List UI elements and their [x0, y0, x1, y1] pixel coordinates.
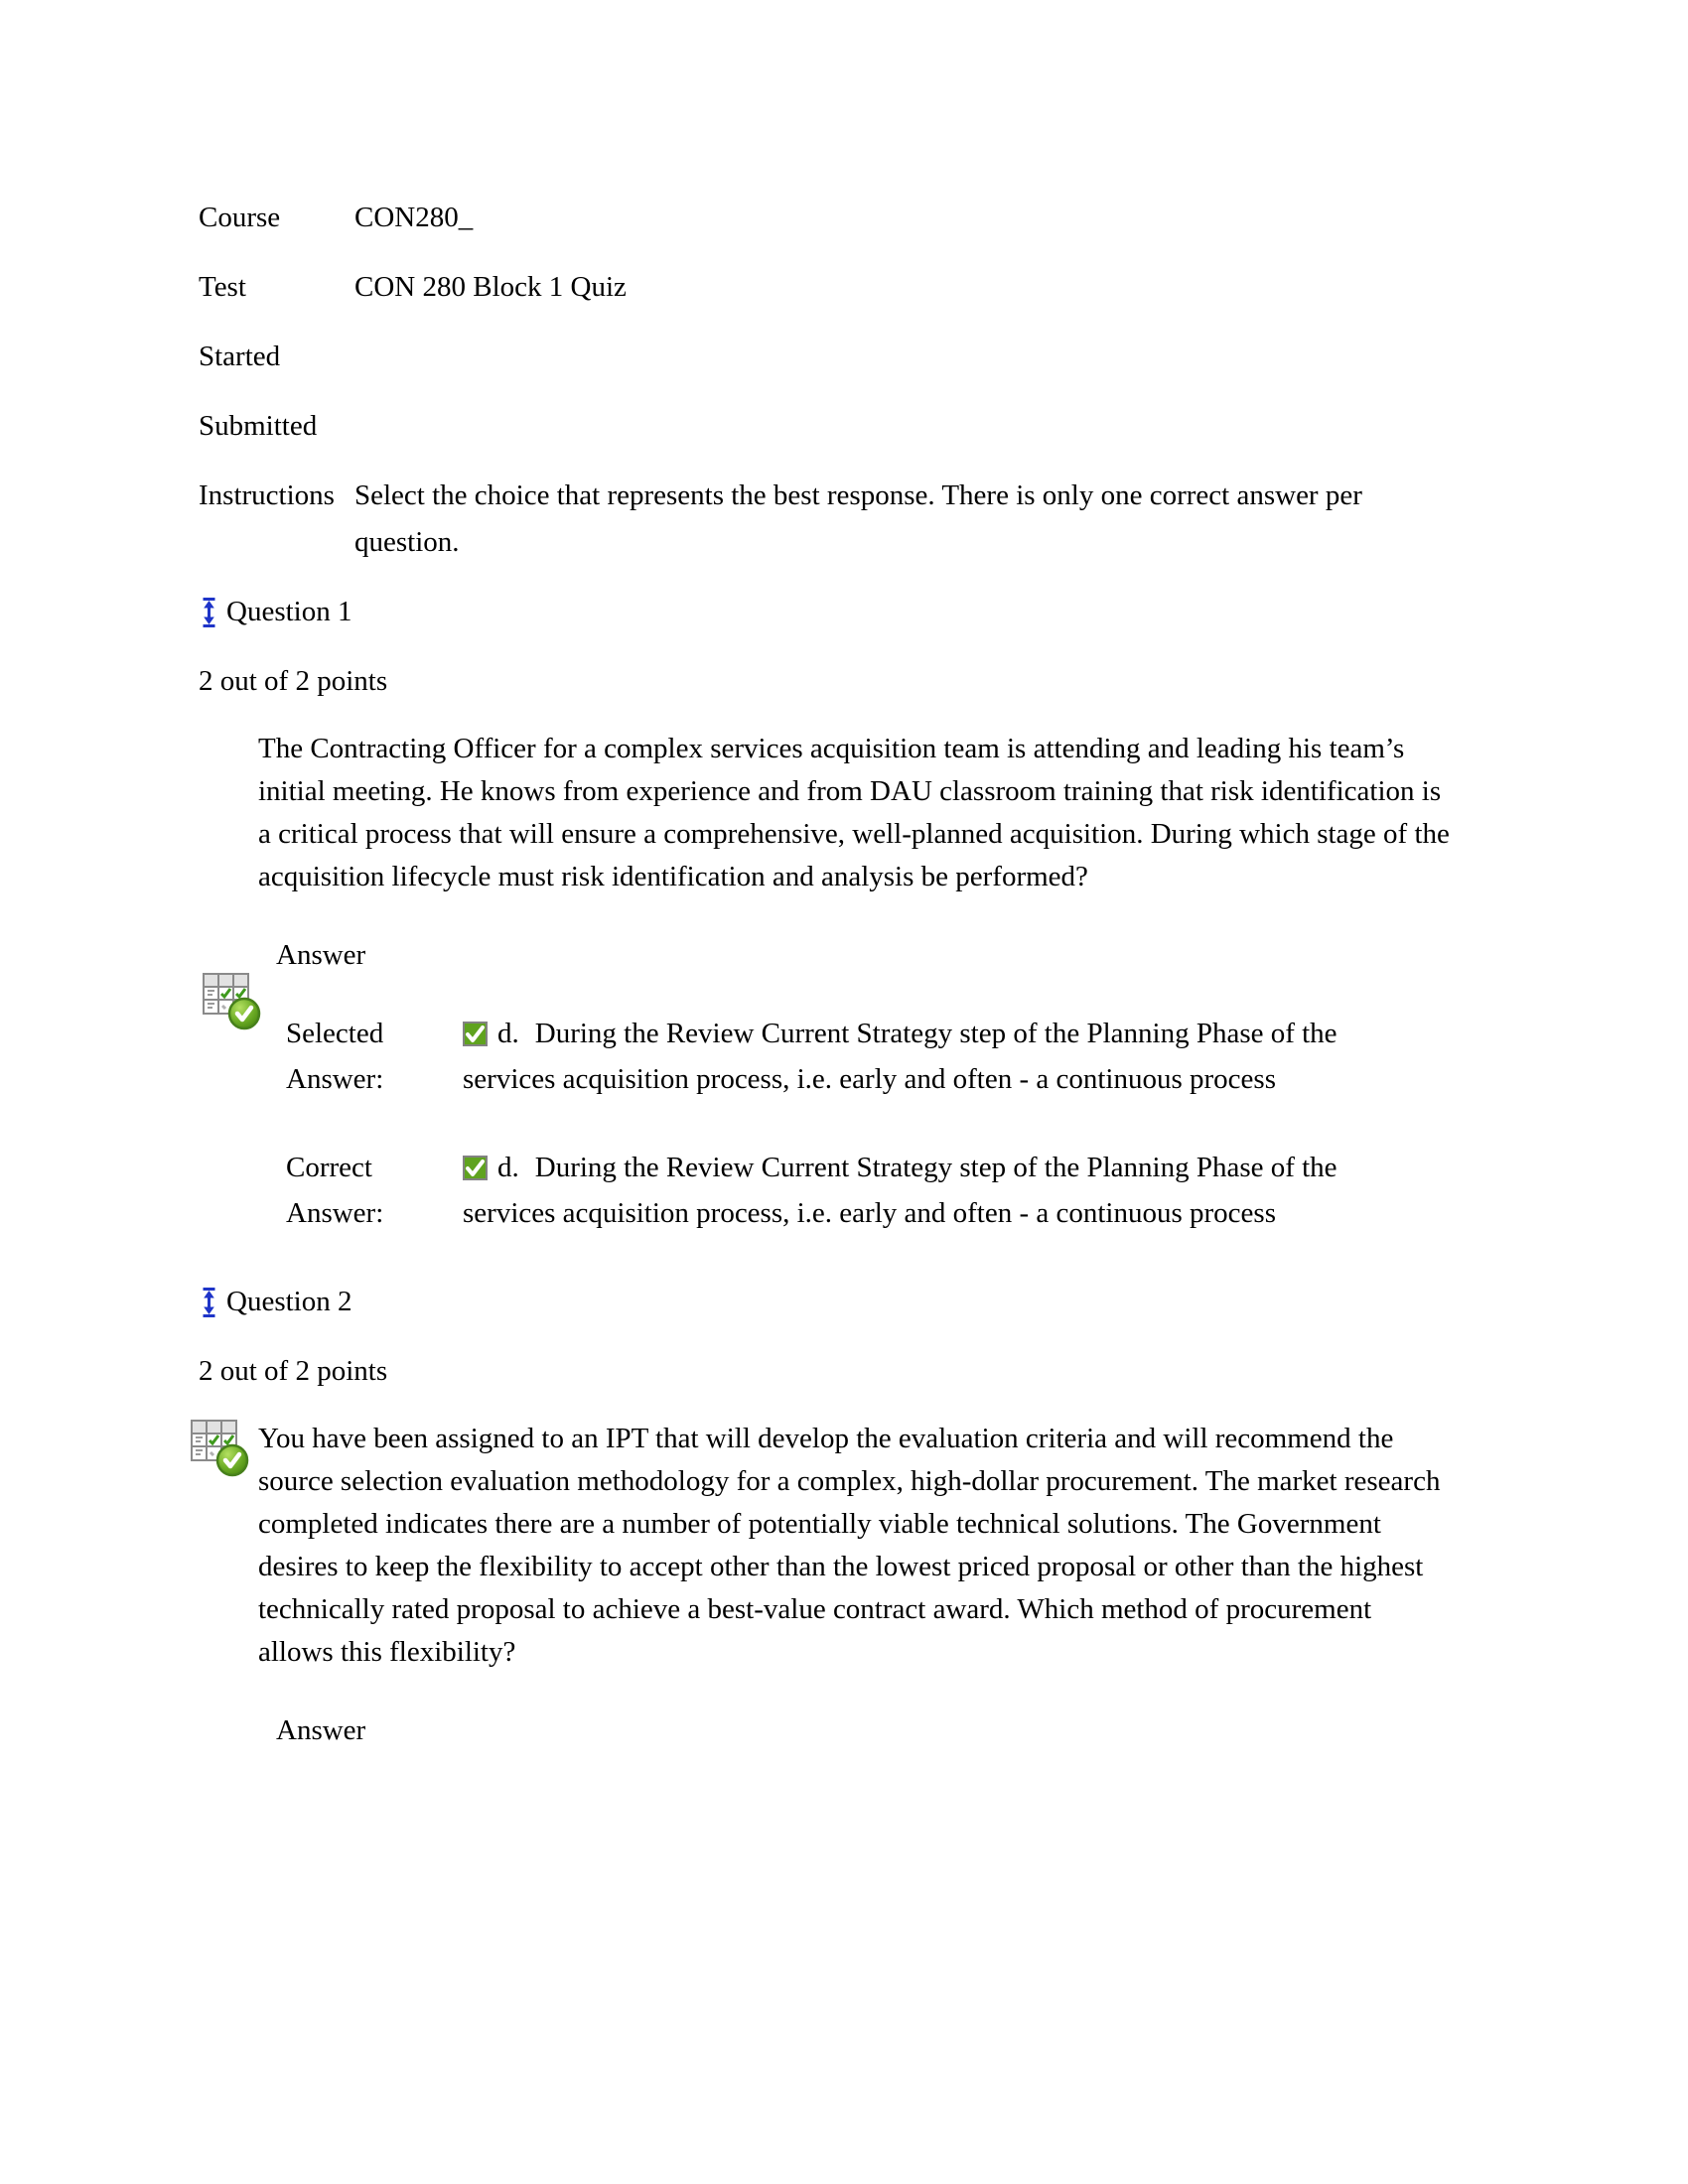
course-label: Course	[199, 202, 281, 233]
selected-answer-row	[286, 1011, 1450, 1102]
answer-letter: d.	[497, 1018, 519, 1049]
question-1-heading	[203, 589, 1450, 635]
meta-row-submitted	[199, 403, 1450, 450]
question-title: Question 2	[226, 1286, 352, 1317]
green-checkbox-icon	[463, 1156, 488, 1180]
question-1-points: 2 out of 2 points	[199, 665, 388, 697]
selected-answer-text	[463, 1011, 1396, 1102]
course-value: CON280_	[354, 202, 474, 233]
question-2-heading	[203, 1279, 1450, 1325]
instructions-value: Select the choice that represents the best response. There is only one correct answer per question.	[354, 479, 1362, 558]
selected-answer-label: Selected Answer:	[286, 1018, 384, 1095]
answer-letter: d.	[497, 1152, 519, 1183]
quiz-grid-checkmark-icon	[191, 1420, 250, 1490]
blank-page-bottom	[199, 1786, 1450, 2024]
submitted-label: Submitted	[199, 410, 318, 442]
question-1-block	[199, 589, 1450, 1236]
test-value: CON 280 Block 1 Quiz	[354, 271, 627, 303]
question-2-points: 2 out of 2 points	[199, 1355, 388, 1387]
meta-row-instructions	[199, 473, 1450, 566]
correct-answer-row	[286, 1145, 1450, 1236]
meta-row-test	[199, 264, 1450, 311]
question-2-answer-heading: Answer	[276, 1714, 366, 1746]
question-1-answer-heading: Answer	[276, 939, 366, 971]
green-checkbox-icon	[463, 1022, 488, 1046]
started-value	[354, 334, 1427, 380]
question-body: You have been assigned to an IPT that will develop the evaluation criteria and will recommend the source selection evaluation methodology for a complex, high-dollar procurement. The market research completed indicates there are a number of potentially viable technical solutions. The Government desires to keep the flexibility to accept other than the lowest priced proposal or other than the highest technically rated proposal to achieve a best-value contract award. Which method of procurement allows this flexibility?	[258, 1423, 1441, 1668]
meta-row-course	[199, 195, 1450, 241]
question-1-text: The Contracting Officer for a complex services acquisition team is attending and leading his team’s initial meeting. He knows from experience and from DAU classroom training that risk identification is a critical process that will ensure a comprehensive, well-planned acquisition. During which stage of the acquisition lifecycle must risk identification and analysis be performed?	[258, 733, 1450, 892]
submitted-value	[354, 403, 1427, 450]
instructions-label: Instructions	[199, 479, 335, 511]
updown-arrow-icon	[203, 598, 215, 627]
question-1-answers	[286, 1011, 1450, 1236]
correct-answer-label: Correct Answer:	[286, 1152, 384, 1229]
answer-body: During the Review Current Strategy step of the Planning Phase of the services acquisition process, i.e. early and often - a continuous process	[463, 1018, 1337, 1095]
question-2-block	[199, 1279, 1450, 1754]
question-title: Question 1	[226, 596, 352, 627]
test-label: Test	[199, 271, 246, 303]
correct-answer-text	[463, 1145, 1396, 1236]
updown-arrow-icon	[203, 1288, 215, 1317]
meta-row-started	[199, 334, 1450, 380]
quiz-grid-checkmark-icon	[203, 973, 262, 1038]
question-2-text	[258, 1418, 1450, 1674]
started-label: Started	[199, 341, 281, 372]
answer-body: During the Review Current Strategy step of the Planning Phase of the services acquisition process, i.e. early and often - a continuous process	[463, 1152, 1337, 1229]
